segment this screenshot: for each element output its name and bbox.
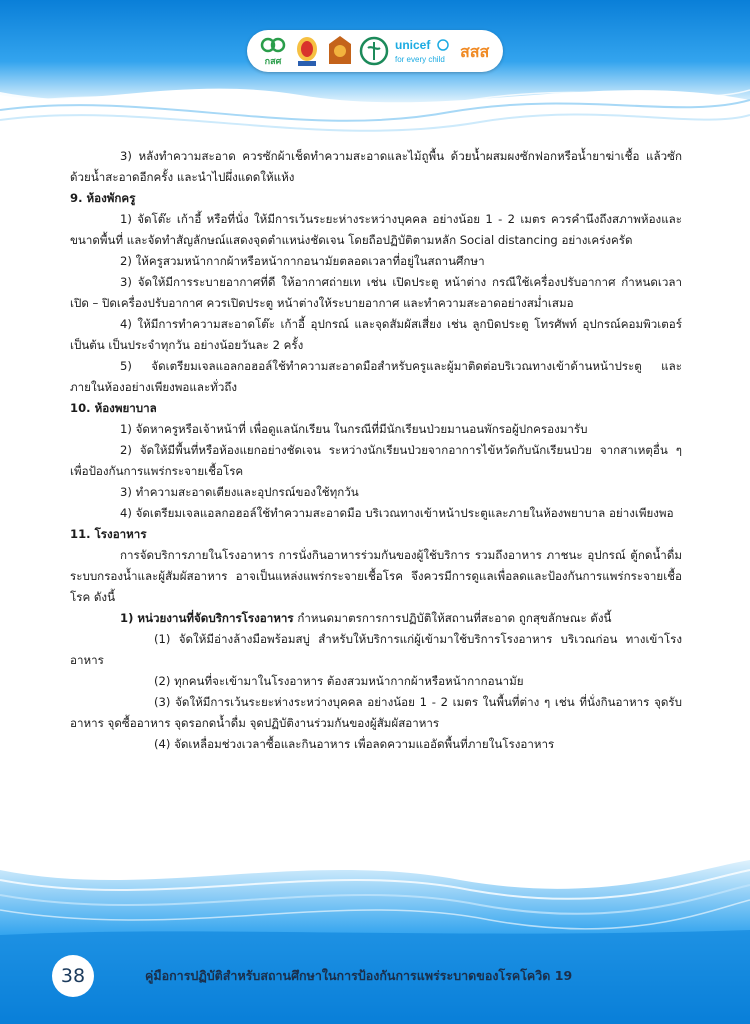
footer-wave-band — [0, 840, 750, 1024]
ministry-emblem-logo-icon — [327, 34, 353, 68]
royal-emblem-logo-icon — [294, 34, 320, 68]
cafeteria-item-3: (3) จัดให้มีการเว้นระยะห่างระหว่างบุคคล อย่างน้อย 1 - 2 เมตร ในพื้นที่ต่าง ๆ เช่น ที่นั่งกินอาหาร จุดรับอาหาร จุดซื้ออาหาร จุดรอกดน้ำดื่ม จุดปฏิบัติงานร่วมกันของผู้สัมผัสอาหาร — [70, 695, 682, 730]
header-wave-graphic — [0, 0, 750, 150]
cafeteria-intro-paragraph: การจัดบริการภายในโรงอาหาร การนั่งกินอาหารร่วมกันของผู้ใช้บริการ รวมถึงอาหาร ภาชนะ อุปกรณ์ ตู้กดน้ำดื่ม ระบบกรองน้ำและผู้สัมผัสอาหาร อาจเป็นแหล่งแพร่กระจายเชื้อโรค จึงควรมีการดูแลเพื่อลดและป้องกันการแพร่กระจายเชื้อโรค ดังนี้ — [70, 548, 682, 604]
cafeteria-subsection-1-text: กำหนดมาตรการการปฏิบัติให้สถานที่สะอาด ถูกสุขลักษณะ ดังนี้ — [293, 611, 612, 625]
nurse-room-item-4: 4) จัดเตรียมเจลแอลกอฮอล์ใช้ทำความสะอาดมือ บริเวณทางเข้าหน้าประตูและภายในห้องพยาบาล อย่างเพียงพอ — [120, 506, 674, 520]
section-heading-cafeteria: 11. โรงอาหาร — [70, 527, 147, 541]
cafeteria-item-1: (1) จัดให้มีอ่างล้างมือพร้อมสบู่ สำหรับให้บริการแก่ผู้เข้ามาใช้บริการโรงอาหาร บริเวณก่อน ทางเข้าโรงอาหาร — [70, 632, 682, 667]
obec-logo-icon — [258, 35, 288, 67]
cafeteria-item-2: (2) ทุกคนที่จะเข้ามาในโรงอาหาร ต้องสวมหน้ากากผ้าหรือหน้ากากอนามัย — [154, 674, 524, 688]
partner-logos-bar — [247, 30, 503, 72]
teacher-room-item-4: 4) ให้มีการทำความสะอาดโต๊ะ เก้าอี้ อุปกรณ์ และจุดสัมผัสเสี่ยง เช่น ลูกบิดประตู โทรศัพท์ อุปกรณ์คอมพิวเตอร์ เป็นต้น เป็นประจำทุกวัน อย่างน้อยวันละ 2 ครั้ง — [70, 317, 682, 352]
svg-text:สสส: สสส — [459, 44, 490, 61]
teacher-room-item-5: 5) จัดเตรียมเจลแอลกอฮอล์ใช้ทำความสะอาดมือสำหรับครูและผู้มาติดต่อบริเวณทางเข้าด้านหน้าประตู และภายในห้องอย่างเพียงพอและทั่วถึง — [70, 359, 682, 394]
svg-text:กสศ: กสศ — [264, 56, 282, 66]
svg-text:unicef: unicef — [395, 38, 431, 52]
cafeteria-subsection-1-heading: 1) หน่วยงานที่จัดบริการโรงอาหาร — [120, 611, 294, 625]
nurse-room-item-2: 2) จัดให้มีพื้นที่หรือห้องแยกอย่างชัดเจน ระหว่างนักเรียนป่วยจากอาการไข้หวัดกับนักเรียนป่วย จากสาเหตุอื่น ๆ เพื่อป้องกันการแพร่กระจายเชื้อโรค — [70, 443, 682, 478]
teacher-room-item-2: 2) ให้ครูสวมหน้ากากผ้าหรือหน้ากากอนามัยตลอดเวลาที่อยู่ในสถานศึกษา — [120, 254, 485, 268]
page-number: 38 — [52, 955, 94, 997]
header-wave-band — [0, 0, 750, 150]
nurse-room-item-1: 1) จัดหาครูหรือเจ้าหน้าที่ เพื่อดูแลนักเรียน ในกรณีที่มีนักเรียนป่วยมานอนพักรอผู้ปกครองมารับ — [120, 422, 588, 436]
section-heading-nurse-room: 10. ห้องพยาบาล — [70, 401, 157, 415]
document-body — [70, 146, 682, 755]
paragraph-cleaning-step3: 3) หลังทำความสะอาด ควรซักผ้าเช็ดทำความสะอาดและไม้ถูพื้น ด้วยน้ำผสมผงซักฟอกหรือน้ำยาฆ่าเชื้อ แล้วซักด้วยน้ำสะอาดอีกครั้ง และนำไปผึ่งแดดให้แห้ง — [70, 149, 682, 184]
thaihealth-logo-icon — [458, 36, 492, 66]
section-heading-teacher-room: 9. ห้องพักครู — [70, 191, 136, 205]
moph-logo-icon — [359, 36, 389, 66]
teacher-room-item-1: 1) จัดโต๊ะ เก้าอี้ หรือที่นั่ง ให้มีการเว้นระยะห่างระหว่างบุคคล อย่างน้อย 1 - 2 เมตร ควรคำนึงถึงสภาพห้องและขนาดพื้นที่ และจัดทำสัญลักษณ์แสดงจุดตำแหน่งชัดเจน โดยถือปฏิบัติตามหลัก Social distancing อย่างเคร่งครัด — [70, 212, 682, 247]
footer-title: คู่มือการปฏิบัติสำหรับสถานศึกษาในการป้องกันการแพร่ระบาดของโรคโควิด 19 — [145, 968, 573, 983]
cafeteria-item-4: (4) จัดเหลื่อมช่วงเวลาซื้อและกินอาหาร เพื่อลดความแออัดพื้นที่ภายในโรงอาหาร — [154, 737, 555, 751]
svg-text:for every child: for every child — [395, 55, 446, 64]
nurse-room-item-3: 3) ทำความสะอาดเตียงและอุปกรณ์ของใช้ทุกวัน — [120, 485, 359, 499]
teacher-room-item-3: 3) จัดให้มีการระบายอากาศที่ดี ให้อากาศถ่ายเท เช่น เปิดประตู หน้าต่าง กรณีใช้เครื่องปรับอากาศ กำหนดเวลาเปิด – ปิดเครื่องปรับอากาศ ควรเปิดประตู หน้าต่างให้ระบายอากาศ และทำความสะอาดอย่างสม่ำเสมอ — [70, 275, 682, 310]
unicef-logo-icon — [395, 36, 451, 66]
cafeteria-subsection-1 — [70, 608, 682, 629]
footer-wave-graphic — [0, 840, 750, 1024]
